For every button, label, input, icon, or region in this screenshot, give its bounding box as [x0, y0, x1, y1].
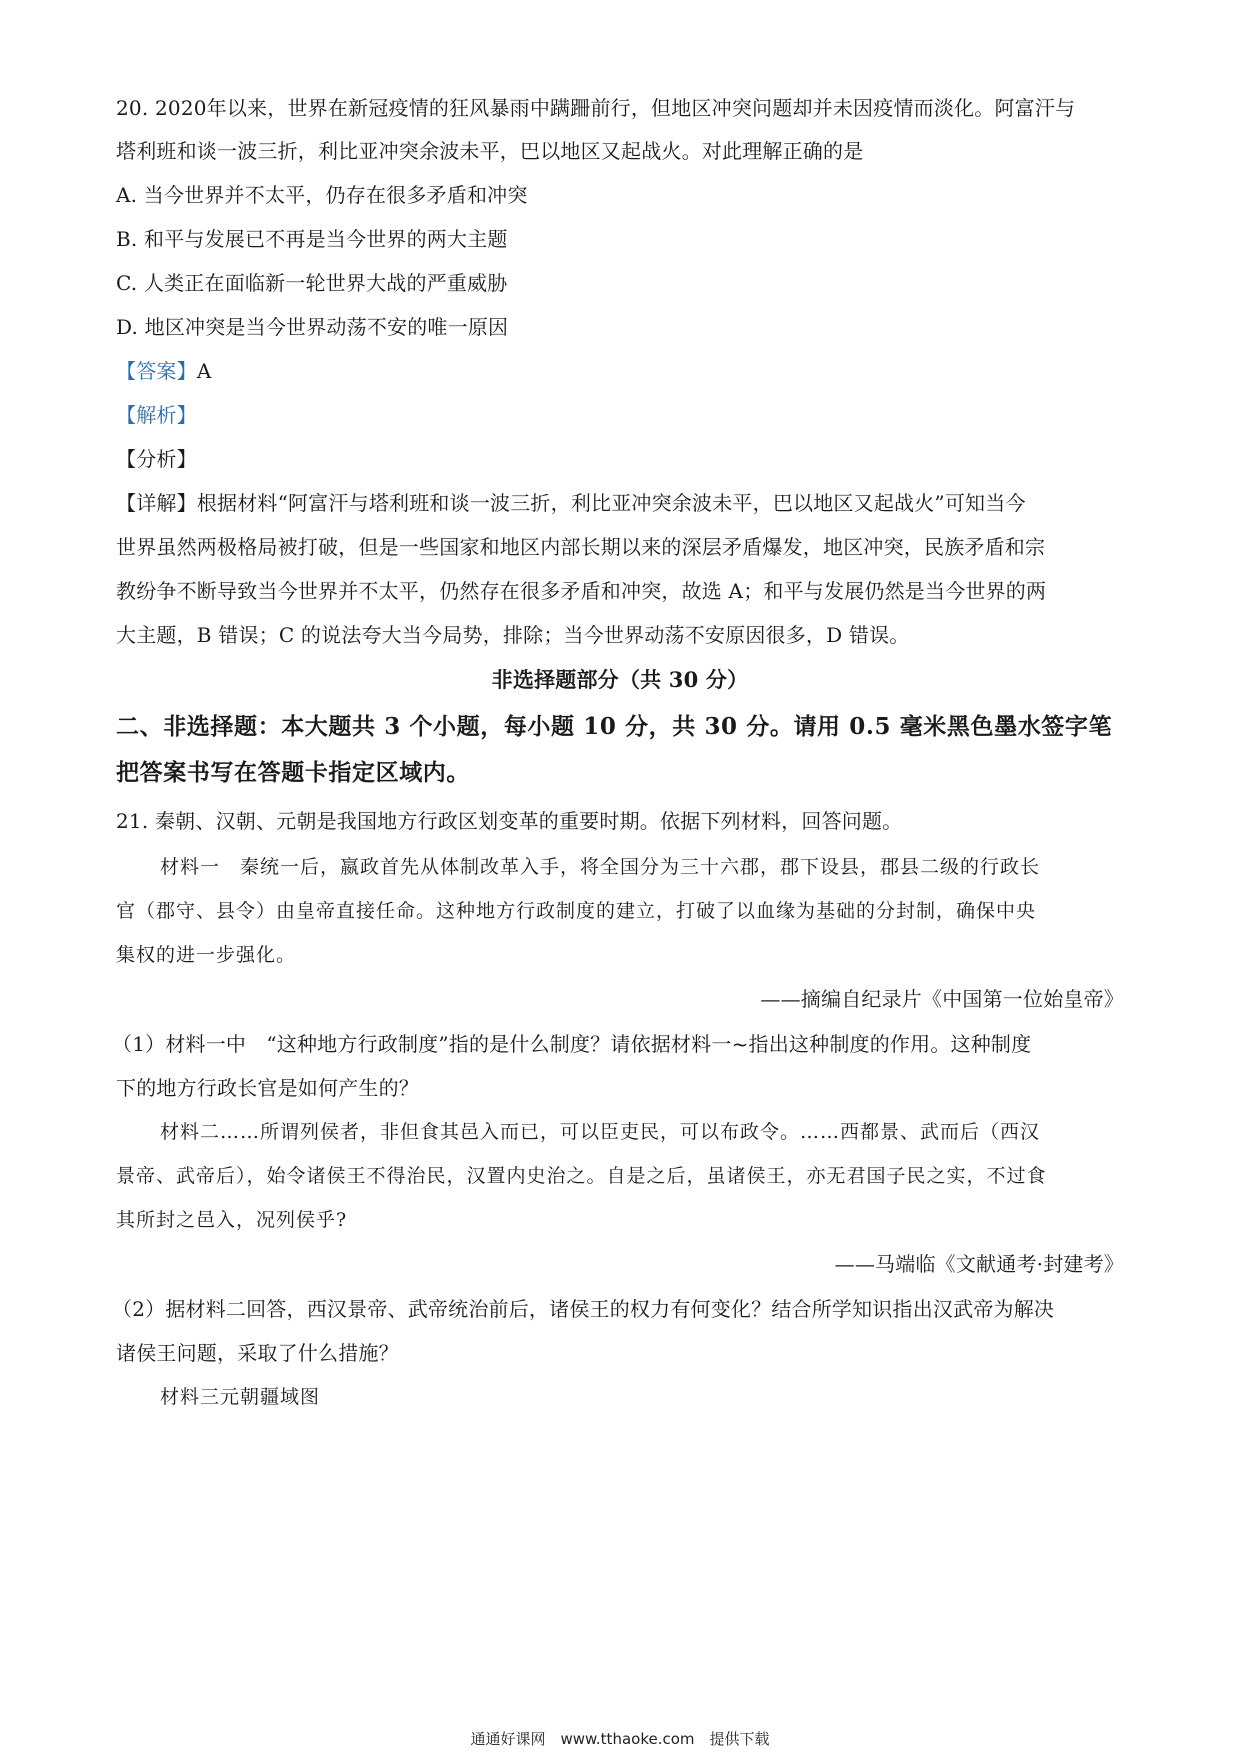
- material2-line-1: 材料二……所谓列侯者，非但食其邑入而已，可以臣吏民，可以布政令。……西都景、武而后（西汉: [160, 1121, 1041, 1143]
- answer-tag: 【答案】: [116, 359, 197, 383]
- q20-option-c: C. 人类正在面临新一轮世界大战的严重威胁: [116, 271, 508, 295]
- section-title: 非选择题部分（共 30 分）: [491, 667, 749, 692]
- footer-watermark: 通通好课网 www.tthaoke.com 提供下载: [470, 1730, 770, 1748]
- sub1-line-2: 下的地方行政长官是如何产生的？: [116, 1076, 419, 1100]
- fenxi-tag: 【分析】: [116, 447, 197, 471]
- q20-option-a: A. 当今世界并不太平，仍存在很多矛盾和冲突: [116, 183, 528, 207]
- analysis-tag: 【解析】: [116, 403, 197, 427]
- q20-option-d: D. 地区冲突是当今世界动荡不安的唯一原因: [116, 315, 509, 339]
- detail-line-3: 教纷争不断导致当今世界并不太平，仍然存在很多矛盾和冲突，故选 A；和平与发展仍然是当今世界的两: [116, 579, 1047, 603]
- detail-line-2: 世界虽然两极格局被打破，但是一些国家和地区内部长期以来的深层矛盾爆发，地区冲突，民族矛盾和宗: [116, 535, 1046, 559]
- material1-line-2: 官（郡守、县令）由皇帝直接任命。这种地方行政制度的建立，打破了以血缘为基础的分封制，确保中央: [116, 900, 1037, 922]
- material1-line-3: 集权的进一步强化。: [116, 944, 297, 966]
- material2-source: ——马端临《文献通考·封建考》: [834, 1252, 1124, 1276]
- section-heading-line-2: 把答案书写在答题卡指定区域内。: [116, 759, 470, 786]
- sub2-line-1: （2）据材料二回答，西汉景帝、武帝统治前后，诸侯王的权力有何变化？结合所学知识指出汉武帝为解决: [112, 1297, 1055, 1321]
- q20-option-b: B. 和平与发展已不再是当今世界的两大主题: [116, 227, 508, 251]
- sub1-line-1: （1）材料一中 “这种地方行政制度”指的是什么制度？请依据材料一~指出这种制度的作用。这种制度: [112, 1032, 1032, 1056]
- detail-line-1: [116, 488, 1136, 518]
- answer-value: A: [196, 359, 212, 383]
- q20-stem-line-1: 20. 2020年以来，世界在新冠疫情的狂风暴雨中蹒跚前行，但地区冲突问题却并未因疫情而淡化。阿富汗与: [116, 96, 1076, 120]
- material1-line-1: 材料一 秦统一后，嬴政首先从体制改革入手，将全国分为三十六郡，郡下设县，郡县二级的行政长: [160, 856, 1041, 878]
- sub2-line-2: 诸侯王问题，采取了什么措施？: [116, 1341, 399, 1365]
- section-heading-line-1: 二、非选择题：本大题共 3 个小题，每小题 10 分，共 30 分。请用 0.5 毫米黑色墨水签字笔: [116, 713, 1113, 740]
- material3-caption: 材料三元朝疆域图: [160, 1386, 321, 1408]
- detail-line-4: 大主题，B 错误；C 的说法夸大当今局势，排除；当今世界动荡不安原因很多，D 错误。: [116, 623, 910, 647]
- q21-stem: 21. 秦朝、汉朝、元朝是我国地方行政区划变革的重要时期。依据下列材料，回答问题。: [116, 809, 903, 833]
- material1-source: ——摘编自纪录片《中国第一位始皇帝》: [760, 987, 1124, 1011]
- q20-answer: [116, 356, 1136, 386]
- detail-text-1: 根据材料“阿富汗与塔利班和谈一波三折，利比亚冲突余波未平，巴以地区又起战火”可知当今: [196, 491, 1026, 515]
- q20-stem-line-2: 塔利班和谈一波三折，利比亚冲突余波未平，巴以地区又起战火。对此理解正确的是: [116, 139, 864, 163]
- detail-label: 【详解】: [116, 491, 197, 515]
- material2-line-2: 景帝、武帝后），始令诸侯王不得治民，汉置内史治之。自是之后，虽诸侯王，亦无君国子民之实，不过食: [116, 1165, 1047, 1187]
- material2-line-3: 其所封之邑入，况列侯乎?: [116, 1209, 348, 1231]
